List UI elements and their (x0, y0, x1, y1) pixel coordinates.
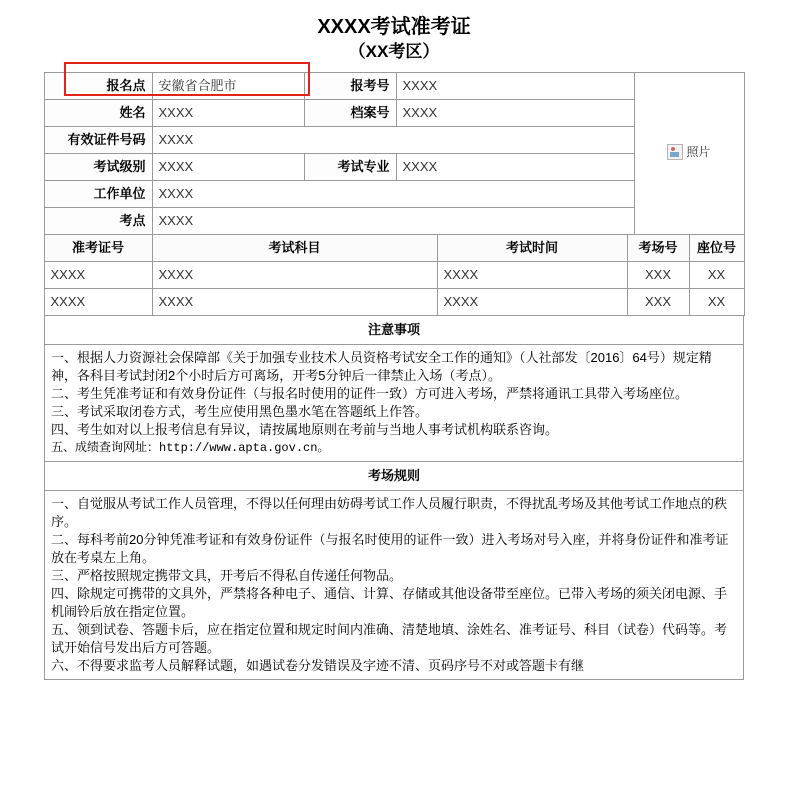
notice-heading: 注意事项 (45, 316, 744, 345)
label-name: 姓名 (44, 100, 152, 127)
notice-item-website: 五、成绩查询网址：http://www.apta.gov.cn。 (51, 441, 330, 455)
title-block (0, 0, 788, 64)
broken-image-icon (667, 144, 683, 160)
header-exam-time: 考试时间 (437, 235, 627, 262)
cell-subject: XXXX (152, 289, 437, 316)
notice-item: 一、根据人力资源社会保障部《关于加强专业技术人员资格考试安全工作的通知》（人社部发〔2016〕64号）规定精神，各科目考试封闭2个小时后方可离场，开考5分钟后一律禁止入场（考点）。 (51, 350, 712, 383)
value-registration-point: 安徽省合肥市 (152, 73, 304, 100)
candidate-info-table (44, 72, 745, 235)
value-exam-major: XXXX (396, 154, 634, 181)
rules-item: 四、除规定可携带的文具外，严禁将各种电子、通信、计算、存储或其他设备带至座位。已带入考场的须关闭电源、手机闹铃后放在指定位置。 (51, 586, 728, 619)
cell-seat-number: XX (689, 289, 744, 316)
notice-item: 二、考生凭准考证和有效身份证件（与报名时使用的证件一致）方可进入考场，严禁将通讯工具带入考场座位。 (51, 386, 689, 401)
notice-item: 四、考生如对以上报考信息有异议，请按属地原则在考前与当地人事考试机构联系咨询。 (51, 422, 559, 437)
info-row-registration-point (44, 73, 744, 100)
rules-heading: 考场规则 (45, 462, 744, 491)
header-subject: 考试科目 (152, 235, 437, 262)
cell-admission-number: XXXX (44, 262, 152, 289)
label-work-unit: 工作单位 (44, 181, 152, 208)
header-seat-number: 座位号 (689, 235, 744, 262)
exam-subject-table (44, 234, 745, 316)
rules-item: 六、不得要求监考人员解释试题，如遇试卷分发错误及字迹不清、页码序号不对或答题卡有继 (51, 658, 585, 673)
label-id-number: 有效证件号码 (44, 127, 152, 154)
cell-seat-number: XX (689, 262, 744, 289)
cell-admission-number: XXXX (44, 289, 152, 316)
notice-body (45, 345, 744, 462)
cell-room-number: XXX (627, 289, 689, 316)
value-archive-number: XXXX (396, 100, 634, 127)
header-admission-number: 准考证号 (44, 235, 152, 262)
page-subtitle: （XX考区） (348, 42, 440, 61)
cell-exam-time: XXXX (437, 262, 627, 289)
table-row (44, 262, 744, 289)
value-id-number: XXXX (152, 127, 634, 154)
table-row (44, 289, 744, 316)
rules-item: 一、自觉服从考试工作人员管理，不得以任何理由妨碍考试工作人员履行职责，不得扰乱考场及其他考试工作地点的秩序。 (51, 496, 728, 529)
cell-room-number: XXX (627, 262, 689, 289)
value-work-unit: XXXX (152, 181, 634, 208)
label-exam-major: 考试专业 (304, 154, 396, 181)
notice-heading-row (45, 316, 744, 345)
label-registration-point: 报名点 (44, 73, 152, 100)
notice-body-row (45, 345, 744, 462)
rules-body (45, 491, 744, 680)
subject-table-header-row (44, 235, 744, 262)
notice-item: 三、考试采取闭卷方式，考生应使用黑色墨水笔在答题纸上作答。 (51, 404, 429, 419)
photo-placeholder (667, 143, 710, 161)
photo-alt-text: 照片 (686, 144, 711, 159)
photo-cell (634, 73, 744, 235)
label-exam-site: 考点 (44, 208, 152, 235)
value-exam-level: XXXX (152, 154, 304, 181)
value-application-number: XXXX (396, 73, 634, 100)
label-archive-number: 档案号 (304, 100, 396, 127)
value-exam-site: XXXX (152, 208, 634, 235)
rules-item: 三、严格按照规定携带文具，开考后不得私自传递任何物品。 (51, 568, 403, 583)
cell-subject: XXXX (152, 262, 437, 289)
cell-exam-time: XXXX (437, 289, 627, 316)
rules-item: 五、领到试卷、答题卡后，应在指定位置和规定时间内准确、清楚地填、涂姓名、准考证号、科目（试卷）代码等。考试开始信号发出后方可答题。 (51, 622, 728, 655)
rules-item: 二、每科考前20分钟凭准考证和有效身份证件（与报名时使用的证件一致）进入考场对号入座，并将身份证件和准考证放在考桌左上角。 (51, 532, 729, 565)
value-name: XXXX (152, 100, 304, 127)
label-exam-level: 考试级别 (44, 154, 152, 181)
header-room-number: 考场号 (627, 235, 689, 262)
rules-heading-row (45, 462, 744, 491)
label-application-number: 报考号 (304, 73, 396, 100)
rules-body-row (45, 491, 744, 680)
notice-and-rules-table (44, 315, 744, 680)
page-title: XXXX考试准考证 (317, 16, 471, 38)
